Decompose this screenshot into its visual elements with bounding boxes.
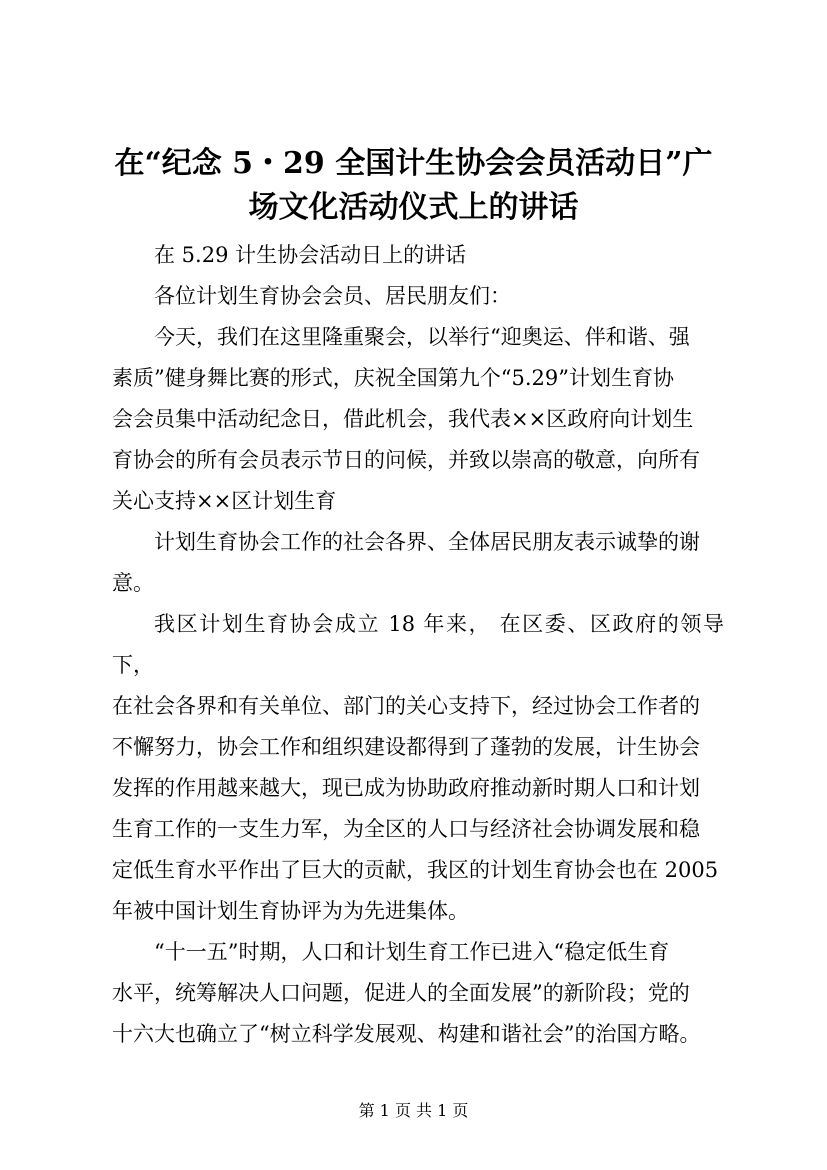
paragraph-line: 我区计划生育协会成立 18 年来， 在区委、区政府的领导下， [112,612,724,677]
document-title [100,142,727,230]
document-body [112,235,724,1055]
paragraph-line: 育协会的所有会员表示节日的问候，并致以崇高的敬意，向所有 [112,448,700,472]
paragraph-line: 在社会各界和有关单位、部门的关心支持下，经过协会工作者的 [112,694,700,718]
paragraph-salutation [112,276,724,317]
page-footer: 第 1 页 共 1 页 [358,1101,469,1120]
paragraph-line: 会会员集中活动纪念日，借此机会，我代表××区政府向计划生 [112,407,694,431]
paragraph-line: 在 5.29 计生协会活动日上的讲话 [154,243,467,267]
paragraph-thanks [112,522,724,604]
paragraph-greeting [112,317,724,522]
paragraph-line: 发挥的作用越来越大，现已成为协助政府推动新时期人口和计划 [112,776,700,800]
paragraph-line: 十六大也确立了“树立科学发展观、构建和谐社会”的治国方略。 [112,1022,701,1046]
title-line-1: 在“纪念 5・29 全国计生协会会员活动日”广 [114,146,713,181]
paragraph-line: 今天，我们在这里隆重聚会，以举行“迎奥运、伴和谐、强 [154,325,690,349]
paragraph-policy [112,932,724,1055]
paragraph-line: 计划生育协会工作的社会各界、全体居民朋友表示诚挚的谢 [154,530,700,554]
paragraph-line: 不懈努力，协会工作和组织建设都得到了蓬勃的发展，计生协会 [112,735,700,759]
paragraph-line: 生育工作的一支生力军，为全区的人口与经济社会协调发展和稳 [112,817,700,841]
paragraph-line: 各位计划生育协会会员、居民朋友们： [154,284,511,308]
paragraph-line: “十一五”时期，人口和计划生育工作已进入“稳定低生育 [154,940,670,964]
paragraph-line: 年被中国计划生育协评为为先进集体。 [112,899,469,923]
paragraph-line: 素质”健身舞比赛的形式，庆祝全国第九个“5.29”计划生育协 [112,366,674,390]
title-line-2: 场文化活动仪式上的讲话 [248,190,579,225]
paragraph-subtitle [112,235,724,276]
paragraph-line: 意。 [112,571,154,595]
paragraph-history [112,604,724,932]
paragraph-line: 水平，统筹解决人口问题，促进人的全面发展”的新阶段；党的 [112,981,690,1005]
paragraph-line: 关心支持××区计划生育 [112,489,337,513]
paragraph-line: 定低生育水平作出了巨大的贡献，我区的计划生育协会也在 2005 [112,858,719,882]
